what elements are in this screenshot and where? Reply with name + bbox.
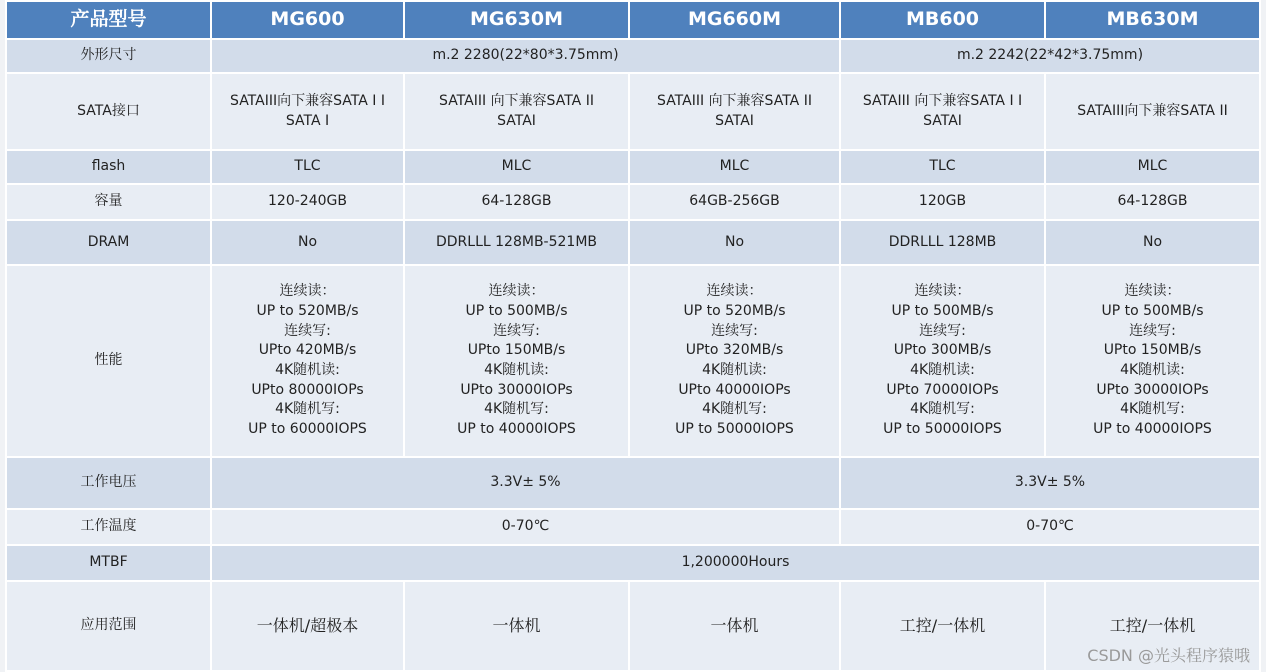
csdn-watermark: CSDN @光头程序猿哦: [1087, 646, 1250, 665]
capacity-mb600: 120GB: [840, 184, 1045, 220]
application-mb600: 工控/一体机: [840, 581, 1045, 671]
capacity-mg660m: 64GB-256GB: [629, 184, 840, 220]
voltage-mb-group: 3.3V± 5%: [840, 457, 1260, 509]
row-label-application: 应用范围: [6, 581, 211, 671]
sata-mg660m: SATAIII 向下兼容SATA II SATAI: [629, 73, 840, 150]
header-mg630m: MG630M: [404, 1, 629, 39]
flash-mb630m: MLC: [1045, 150, 1260, 184]
performance-mb630m: 连续读： UP to 500MB/s 连续写: UPto 150MB/s 4K随机读: UPto 30000IOPs 4K随机写: UP to 40000IOPS: [1045, 265, 1260, 457]
flash-mb600: TLC: [840, 150, 1045, 184]
row-application: [6, 581, 1260, 671]
row-performance: [6, 265, 1260, 457]
application-mg600: 一体机/超极本: [211, 581, 404, 671]
voltage-mg-group: 3.3V± 5%: [211, 457, 840, 509]
ssd-spec-table: [5, 0, 1261, 672]
sata-mg600: SATAIII向下兼容SATA I I SATA I: [211, 73, 404, 150]
performance-mg600: 连续读： UP to 520MB/s 连续写: UPto 420MB/s 4K随机读: UPto 80000IOPs 4K随机写: UP to 60000IOPS: [211, 265, 404, 457]
performance-mb600: 连续读： UP to 500MB/s 连续写: UPto 300MB/s 4K随机读: UPto 70000IOPs 4K随机写: UP to 50000IOPS: [840, 265, 1045, 457]
header-mb600: MB600: [840, 1, 1045, 39]
form-factor-mg-group: m.2 2280(22*80*3.75mm): [211, 39, 840, 73]
application-mg630m: 一体机: [404, 581, 629, 671]
performance-mg660m: 连续读： UP to 520MB/s 连续写: UPto 320MB/s 4K随机读: UPto 40000IOPs 4K随机写: UP to 50000IOPS: [629, 265, 840, 457]
row-label-performance: 性能: [6, 265, 211, 457]
header-mg660m: MG660M: [629, 1, 840, 39]
row-label-flash: flash: [6, 150, 211, 184]
flash-mg660m: MLC: [629, 150, 840, 184]
sata-mg630m: SATAIII 向下兼容SATA II SATAI: [404, 73, 629, 150]
header-row: [6, 1, 1260, 39]
performance-mg630m: 连续读： UP to 500MB/s 连续写: UPto 150MB/s 4K随机读: UPto 30000IOPs 4K随机写: UP to 40000IOPS: [404, 265, 629, 457]
dram-mg660m: No: [629, 220, 840, 265]
dram-mg600: No: [211, 220, 404, 265]
row-form-factor: [6, 39, 1260, 73]
row-capacity: [6, 184, 1260, 220]
flash-mg600: TLC: [211, 150, 404, 184]
sata-mb630m: SATAIII向下兼容SATA II: [1045, 73, 1260, 150]
row-label-sata: SATA接口: [6, 73, 211, 150]
form-factor-mb-group: m.2 2242(22*42*3.75mm): [840, 39, 1260, 73]
row-label-voltage: 工作电压: [6, 457, 211, 509]
application-mb630m: 工控/一体机: [1045, 581, 1260, 671]
header-mg600: MG600: [211, 1, 404, 39]
row-label-mtbf: MTBF: [6, 545, 211, 581]
row-mtbf: [6, 545, 1260, 581]
sata-mb600: SATAIII 向下兼容SATA I I SATAI: [840, 73, 1045, 150]
capacity-mg600: 120-240GB: [211, 184, 404, 220]
row-label-capacity: 容量: [6, 184, 211, 220]
row-label-temperature: 工作温度: [6, 509, 211, 545]
row-dram: [6, 220, 1260, 265]
capacity-mg630m: 64-128GB: [404, 184, 629, 220]
flash-mg630m: MLC: [404, 150, 629, 184]
row-label-form-factor: 外形尺寸: [6, 39, 211, 73]
row-label-dram: DRAM: [6, 220, 211, 265]
header-mb630m: MB630M: [1045, 1, 1260, 39]
row-sata: [6, 73, 1260, 150]
dram-mb630m: No: [1045, 220, 1260, 265]
application-mg660m: 一体机: [629, 581, 840, 671]
row-voltage: [6, 457, 1260, 509]
row-temperature: [6, 509, 1260, 545]
row-flash: [6, 150, 1260, 184]
dram-mg630m: DDRLLL 128MB-521MB: [404, 220, 629, 265]
capacity-mb630m: 64-128GB: [1045, 184, 1260, 220]
temperature-mb-group: 0-70℃: [840, 509, 1260, 545]
dram-mb600: DDRLLL 128MB: [840, 220, 1045, 265]
header-product-model: 产品型号: [6, 1, 211, 39]
mtbf-value: 1,200000Hours: [211, 545, 1260, 581]
temperature-mg-group: 0-70℃: [211, 509, 840, 545]
